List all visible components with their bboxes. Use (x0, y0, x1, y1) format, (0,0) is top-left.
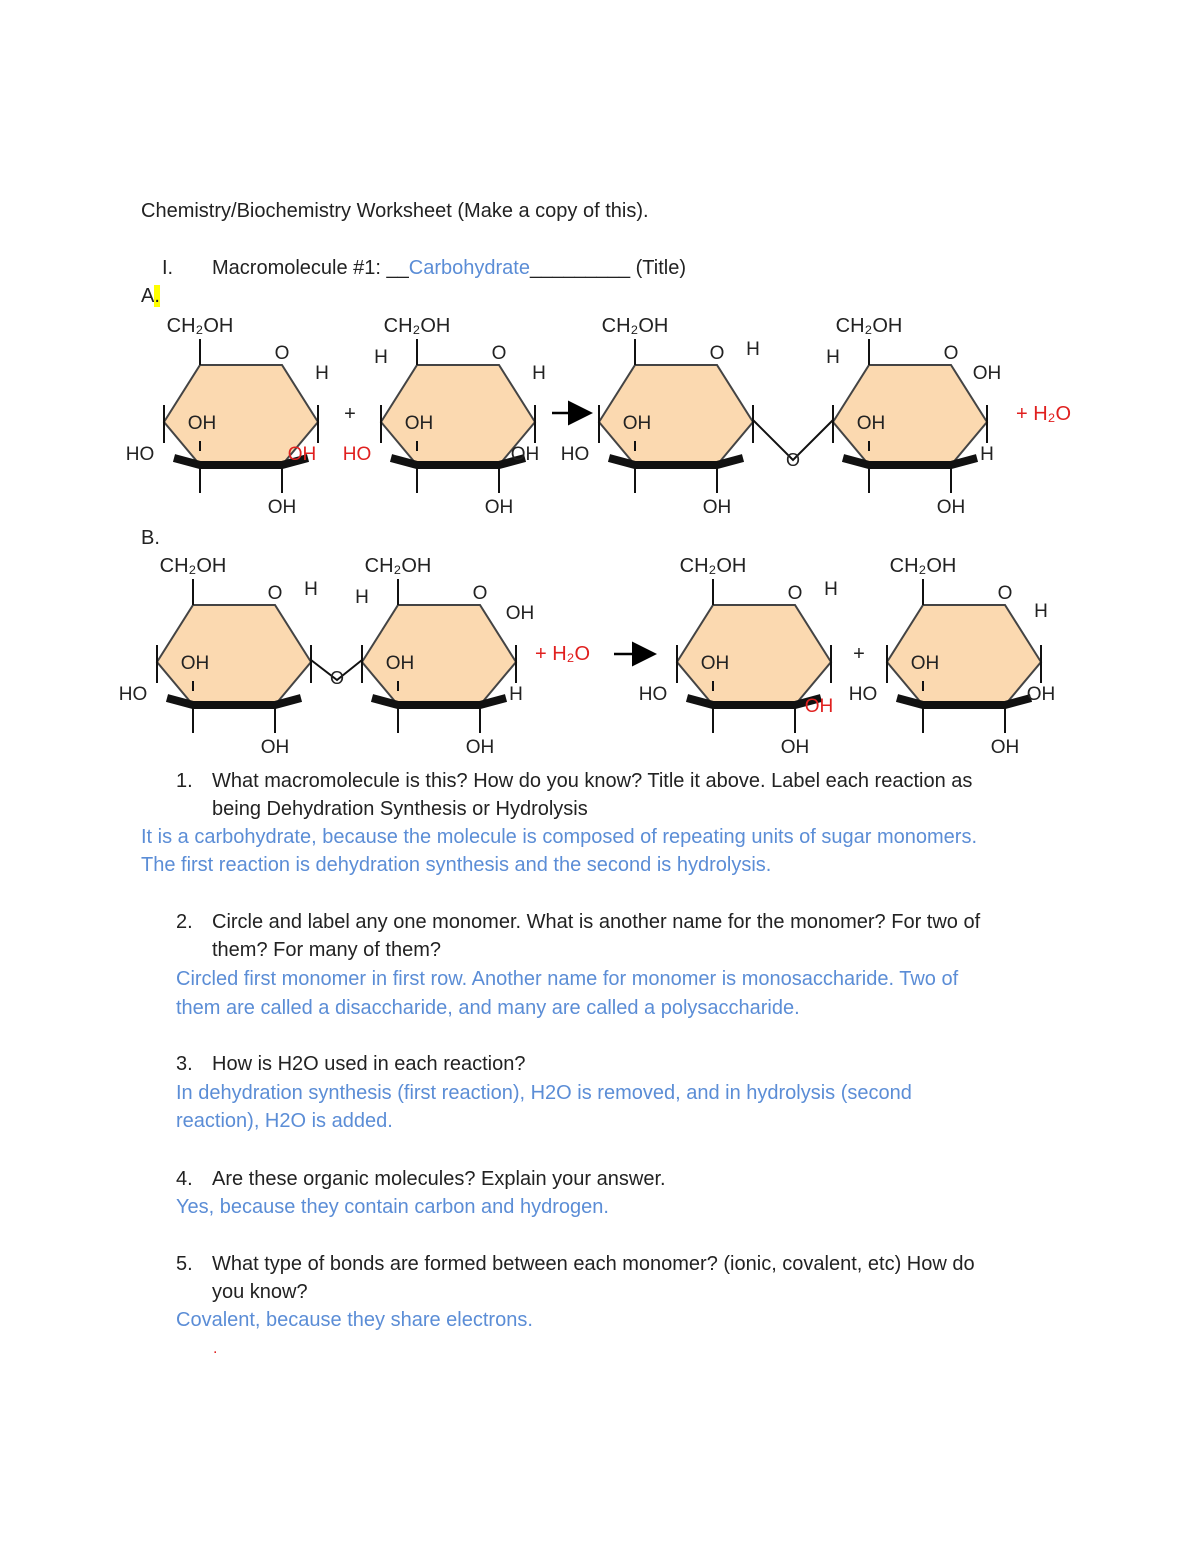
a-unit-4-ring-o: O (943, 343, 959, 364)
b-unit-1-left-ho: HO (118, 684, 148, 705)
b-unit-3-ring-o: O (787, 583, 803, 604)
reaction-a-highlight: . (154, 285, 160, 307)
q1-answer-line2: The first reaction is dehydration synthesis and the second is hydrolysis. (141, 854, 772, 876)
b-unit-1-bottom-oh: OH (260, 737, 290, 758)
b-unit-1-ch2oh: CH₂OH (159, 555, 227, 577)
q3-line1: How is H2O used in each reaction? (212, 1053, 526, 1075)
a-unit-1-center-oh: OH (187, 413, 217, 434)
a-unit-4-bottom-oh: OH (936, 497, 966, 518)
b-unit-1-ring-o: O (267, 583, 283, 604)
q1-line2: being Dehydration Synthesis or Hydrolysis (212, 798, 588, 820)
b-unit-1-right-top: H (304, 579, 318, 600)
a-water: + H₂O (1016, 403, 1071, 425)
b-unit-3-center-oh: OH (700, 653, 730, 674)
b-unit-4-center-oh: OH (910, 653, 940, 674)
q2-line2: them? For many of them? (212, 939, 441, 961)
b-unit-2-right-top: OH (505, 603, 535, 624)
a-unit-2-left-h: H (374, 347, 388, 368)
b-unit-3-ch2oh: CH₂OH (679, 555, 747, 577)
a-bridge-o: O (785, 450, 801, 470)
trailing-mark: . (213, 1340, 218, 1357)
a-unit-3-bottom-oh: OH (702, 497, 732, 518)
q2-answer-line2: them are called a disaccharide, and many are called a polysaccharide. (176, 997, 800, 1019)
q2-answer-line1: Circled first monomer in first row. Another name for monomer is monosaccharide. Two of (176, 968, 959, 990)
q5-line1: What type of bonds are formed between each monomer? (ionic, covalent, etc) How do (212, 1253, 975, 1275)
q2-line1: Circle and label any one monomer. What is another name for the monomer? For two of (212, 911, 981, 933)
b-unit-4-bottom-oh: OH (990, 737, 1020, 758)
b-unit-2-right-bottom: H (509, 684, 523, 705)
a-unit-3-ring-o: O (709, 343, 725, 364)
a-unit-4-ch2oh: CH₂OH (835, 315, 903, 337)
reaction-a-letter: A (141, 285, 155, 307)
b-unit-2-left-h: H (355, 587, 369, 608)
b-unit-2-ring-o: O (472, 583, 488, 604)
a-unit-3-right-top: H (746, 339, 760, 360)
q4-line1: Are these organic molecules? Explain your answer. (212, 1168, 666, 1190)
a-unit-2-ring-o: O (491, 343, 507, 364)
a-unit-4-right-top: OH (972, 363, 1002, 384)
a-unit-1-ch2oh: CH₂OH (166, 315, 234, 337)
a-unit-1-left-ho: HO (125, 444, 155, 465)
q5-line2: you know? (212, 1281, 308, 1303)
b-unit-2-center-oh: OH (385, 653, 415, 674)
b-unit-3-left-ho: HO (638, 684, 668, 705)
q3-number: 3. (176, 1053, 193, 1075)
b-unit-4-ring-o: O (997, 583, 1013, 604)
q5-number: 5. (176, 1253, 193, 1275)
q4-number: 4. (176, 1168, 193, 1190)
q3-answer-line2: reaction), H2O is added. (176, 1110, 393, 1132)
a-unit-1-right-top: H (315, 363, 329, 384)
a-unit-2-right-top: H (532, 363, 546, 384)
a-unit-2-ch2oh: CH₂OH (383, 315, 451, 337)
a-unit-3-left-ho: HO (560, 444, 590, 465)
a-unit-2-right-bottom: OH (510, 444, 540, 465)
reaction-b-label: B. (141, 527, 160, 549)
a-unit-1-ring-o: O (274, 343, 290, 364)
section-prefix: Macromolecule #1: __ (212, 257, 409, 279)
b-unit-2-ch2oh: CH₂OH (364, 555, 432, 577)
a-unit-2-center-oh: OH (404, 413, 434, 434)
b-unit-1-center-oh: OH (180, 653, 210, 674)
b-bridge-o: O (329, 668, 345, 688)
b-unit-4-left-ho: HO (848, 684, 878, 705)
section-suffix: _________ (Title) (529, 257, 686, 279)
q1-line1: What macromolecule is this? How do you know? Title it above. Label each reaction as (212, 770, 973, 792)
q4-answer-line1: Yes, because they contain carbon and hydrogen. (176, 1196, 609, 1218)
q2-number: 2. (176, 911, 193, 933)
a-unit-4-center-oh: OH (856, 413, 886, 434)
b-unit-3-right-top: H (824, 579, 838, 600)
a-unit-2-bottom-oh: OH (484, 497, 514, 518)
b-unit-4-right-bottom: OH (1026, 684, 1056, 705)
b-unit-4-ch2oh: CH₂OH (889, 555, 957, 577)
a-unit-2-left-ho: HO (342, 444, 372, 465)
section-answer: Carbohydrate (408, 257, 530, 279)
a-unit-4-right-bottom: H (980, 444, 994, 465)
q1-answer-line1: It is a carbohydrate, because the molecule is composed of repeating units of sugar monomers. (141, 826, 978, 848)
worksheet-title: Chemistry/Biochemistry Worksheet (Make a copy of this). (141, 200, 649, 222)
a-plus: + (344, 403, 356, 425)
a-unit-3-center-oh: OH (622, 413, 652, 434)
b-unit-3-right-bottom: OH (804, 696, 834, 717)
a-unit-4-left-h: H (826, 347, 840, 368)
b-unit-4-right-top: H (1034, 601, 1048, 622)
b-plus: + (853, 643, 865, 665)
q1-number: 1. (176, 770, 193, 792)
q3-answer-line1: In dehydration synthesis (first reaction), H2O is removed, and in hydrolysis (second (176, 1082, 912, 1104)
a-unit-3-ch2oh: CH₂OH (601, 315, 669, 337)
b-unit-2-bottom-oh: OH (465, 737, 495, 758)
b-unit-3-bottom-oh: OH (780, 737, 810, 758)
q5-answer-line1: Covalent, because they share electrons. (176, 1309, 533, 1331)
section-numeral: I. (162, 257, 174, 279)
a-unit-1-bottom-oh: OH (267, 497, 297, 518)
a-unit-1-right-bottom: OH (287, 444, 317, 465)
b-water: + H₂O (535, 643, 590, 665)
